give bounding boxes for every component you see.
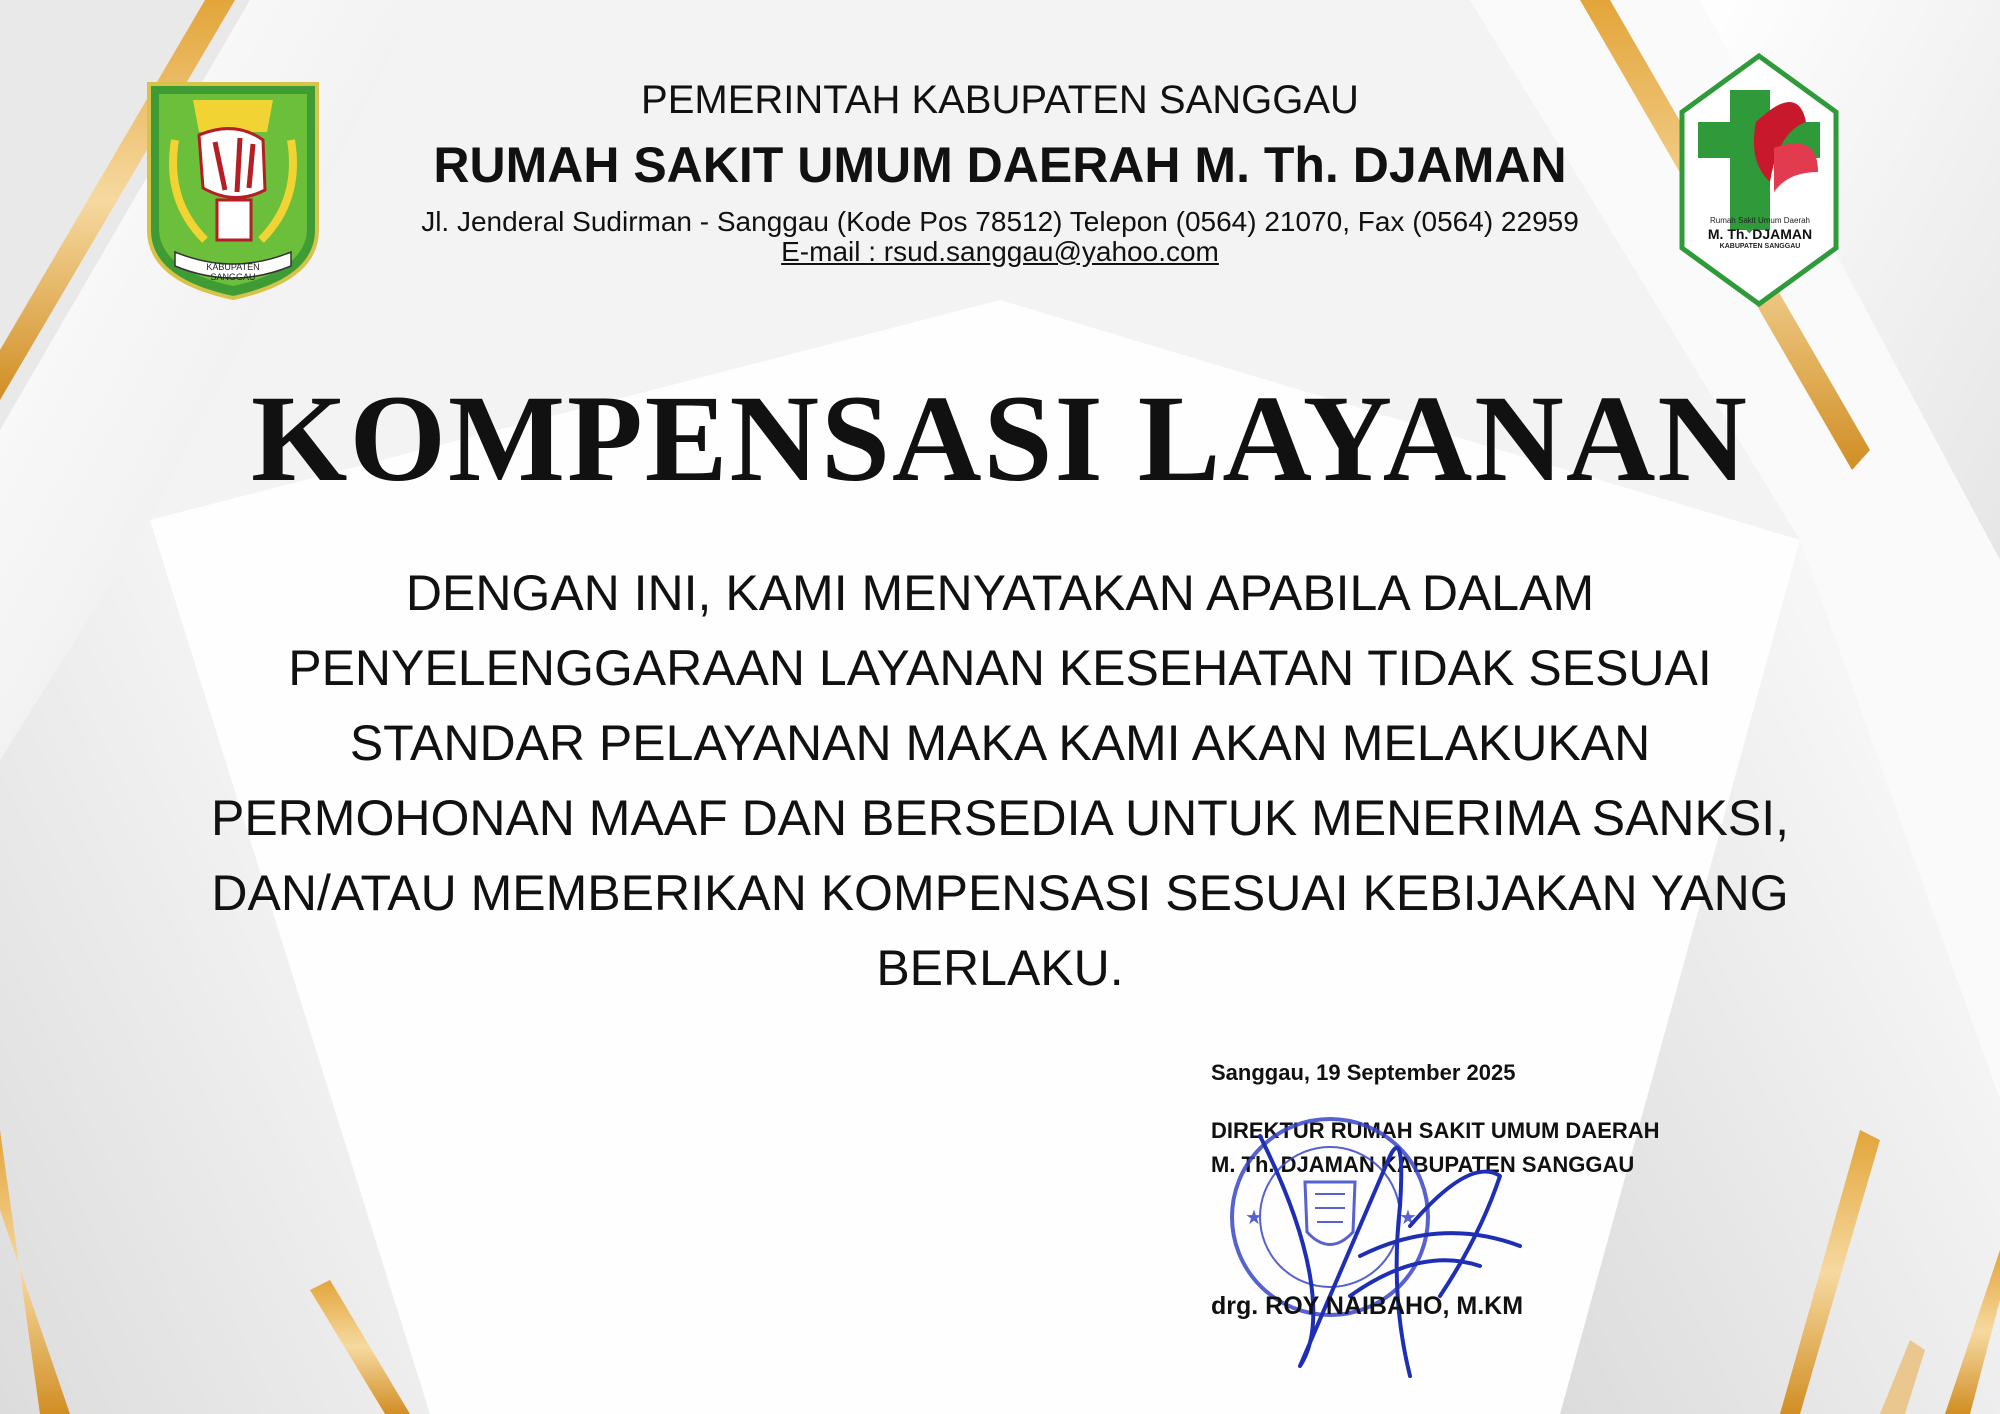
hospital-logo-line3: KABUPATEN SANGGAU	[1719, 243, 1801, 250]
hospital-logo-line2: M. Th. DJAMAN	[1707, 226, 1813, 242]
svg-text:★: ★	[1245, 1205, 1263, 1229]
hospital-logo-icon	[1678, 52, 1840, 308]
email-line: E-mail : rsud.sanggau@yahoo.com	[781, 236, 1219, 267]
statement-line: BERLAKU.	[876, 940, 1124, 996]
statement-line: PENYELENGGARAAN LAYANAN KESEHATAN TIDAK SESUAI	[288, 640, 1712, 696]
hospital-name: RUMAH SAKIT UMUM DAERAH M. Th. DJAMAN	[433, 137, 1567, 193]
government-heading: PEMERINTAH KABUPATEN SANGGAU	[641, 78, 1359, 122]
svg-text:★: ★	[1399, 1205, 1417, 1229]
signatory-title-line2: M. Th. DJAMAN KABUPATEN SANGGAU	[1211, 1152, 1635, 1177]
hospital-logo-line1: Rumah Sakit Umum Daerah	[1709, 216, 1811, 225]
statement-line: DENGAN INI, KAMI MENYATAKAN APABILA DALAM	[405, 565, 1595, 621]
place-date: Sanggau, 19 September 2025	[1211, 1060, 1516, 1085]
statement-line: DAN/ATAU MEMBERIKAN KOMPENSASI SESUAI KEBIJAKAN YANG	[211, 865, 1789, 921]
signatory-name: drg. ROY NAIBAHO, M.KM	[1211, 1292, 1524, 1320]
address-line: Jl. Jenderal Sudirman - Sanggau (Kode Pos 78512) Telepon (0564) 21070, Fax (0564) 22959	[421, 206, 1579, 237]
handwritten-signature-icon	[1240, 1096, 1540, 1386]
statement-line: PERMOHONAN MAAF DAN BERSEDIA UNTUK MENERIMA SANKSI,	[210, 790, 1790, 846]
statement-line: STANDAR PELAYANAN MAKA KAMI AKAN MELAKUKAN	[349, 715, 1651, 771]
emblem-ribbon-text: KABUPATEN SANGGAU	[206, 262, 260, 282]
page-title: KOMPENSASI LAYANAN	[251, 370, 1749, 507]
signatory-title-line1: DIREKTUR RUMAH SAKIT UMUM DAERAH	[1211, 1118, 1660, 1143]
statement-text	[120, 556, 1880, 1006]
